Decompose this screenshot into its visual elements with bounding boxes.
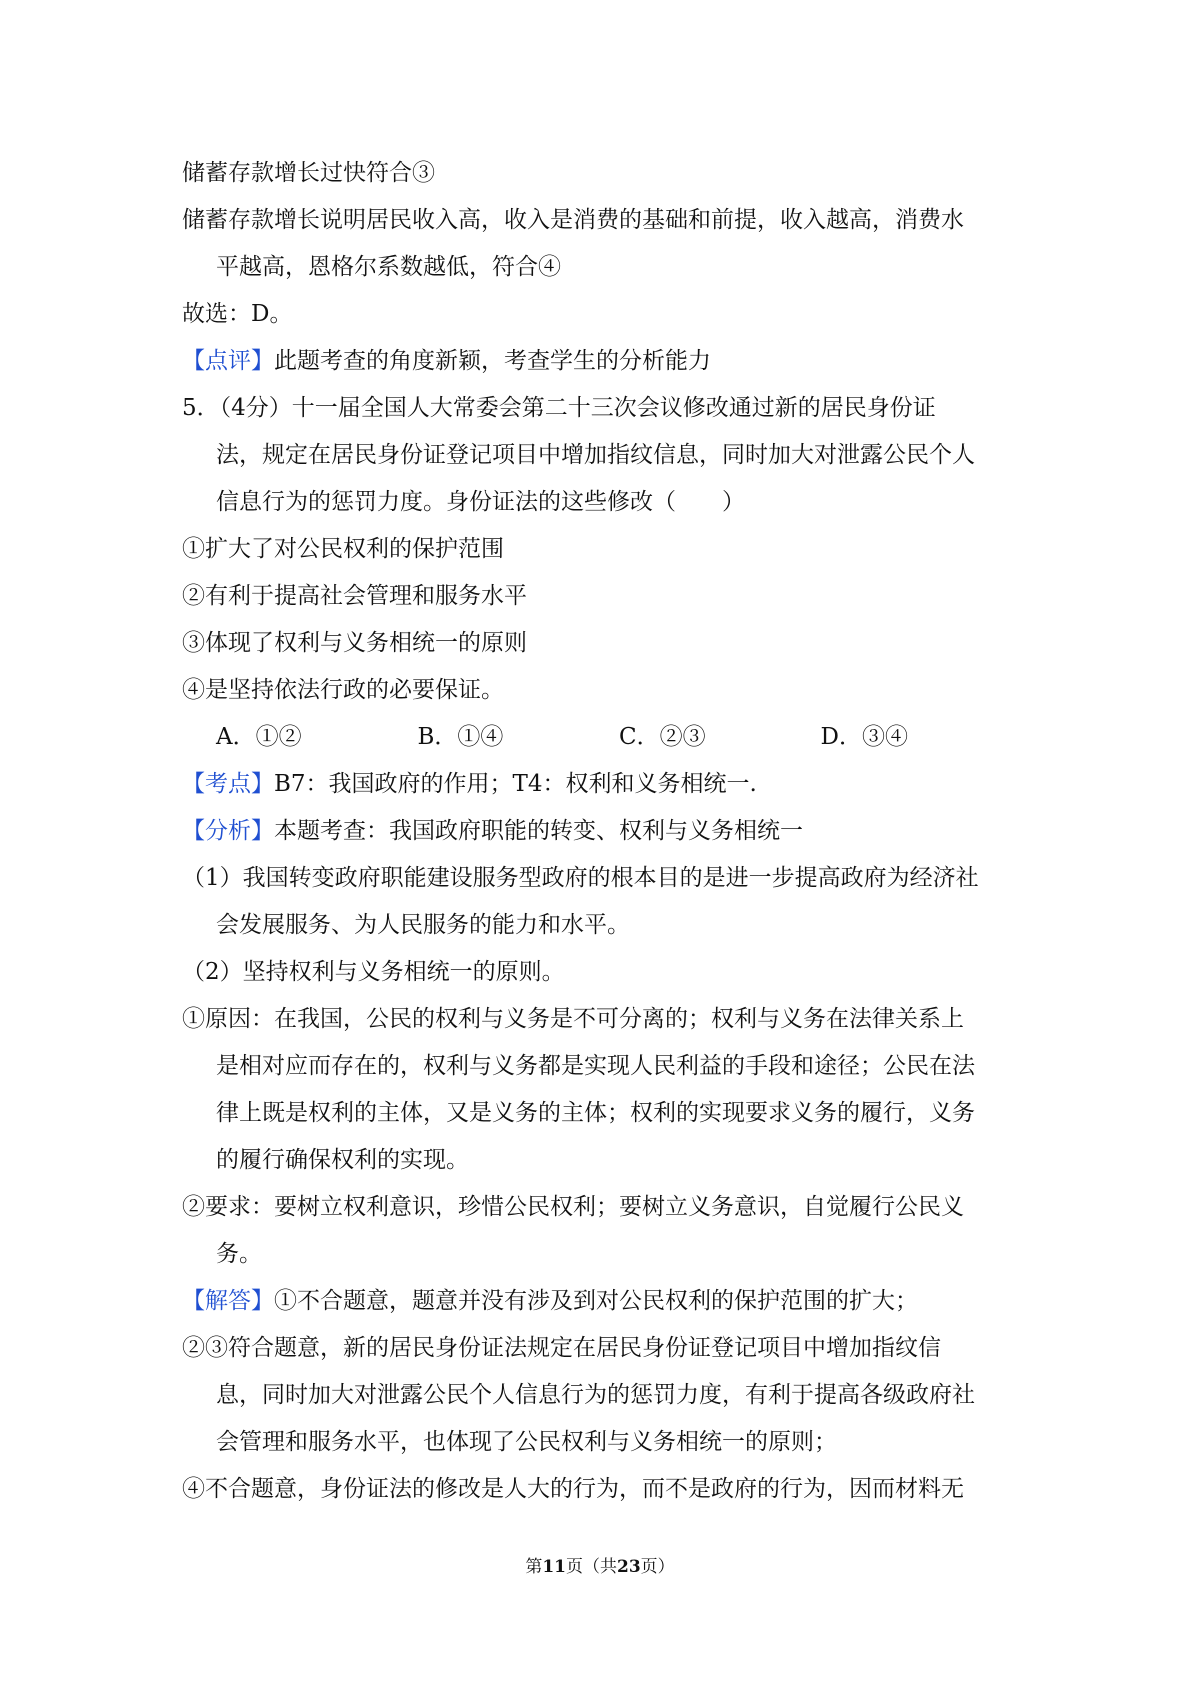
question-stem-line: 5．（4分）十一届全国人大常委会第二十三次会议修改通过新的居民身份证 xyxy=(182,395,936,421)
comment-text: 此题考查的角度新颖，考查学生的分析能力 xyxy=(274,348,711,374)
kaodian-text: B7：我国政府的作用；T4：权利和义务相统一. xyxy=(274,771,757,797)
jieda-line: ④不合题意，身份证法的修改是人大的行为，而不是政府的行为，因而材料无 xyxy=(182,1476,964,1502)
question-statement: ④是坚持依法行政的必要保证。 xyxy=(182,677,504,703)
option-c: C．②③ xyxy=(619,724,706,750)
question-stem-line: 信息行为的惩罚力度。身份证法的这些修改（ ） xyxy=(216,489,745,515)
kaodian-section xyxy=(182,761,1022,808)
jieda-line: 会管理和服务水平，也体现了公民权利与义务相统一的原则； xyxy=(216,1429,837,1455)
footer-page-number: 11 xyxy=(542,1557,566,1577)
answer-line: 平越高，恩格尔系数越低，符合④ xyxy=(216,254,561,280)
fenxi-section xyxy=(182,808,1022,855)
fenxi-line: 务。 xyxy=(216,1241,262,1267)
question-statement: ③体现了权利与义务相统一的原则 xyxy=(182,630,527,656)
jieda-text: ①不合题意，题意并没有涉及到对公民权利的保护范围的扩大； xyxy=(274,1288,918,1314)
page-footer xyxy=(0,1552,1200,1577)
answer-line: 储蓄存款增长说明居民收入高，收入是消费的基础和前提，收入越高，消费水 xyxy=(182,207,964,233)
option-a: A．①② xyxy=(216,724,302,750)
answer-line: 故选：D。 xyxy=(182,301,293,327)
comment-section xyxy=(182,338,1022,385)
fenxi-line: 会发展服务、为人民服务的能力和水平。 xyxy=(216,912,630,938)
option-d: D．③④ xyxy=(820,724,908,750)
fenxi-line: ②要求：要树立权利意识，珍惜公民权利；要树立义务意识，自觉履行公民义 xyxy=(182,1194,964,1220)
answer-options xyxy=(182,714,1022,761)
fenxi-line: （1）我国转变政府职能建设服务型政府的根本目的是进一步提高政府为经济社 xyxy=(182,865,979,891)
footer-suffix: 页） xyxy=(640,1557,675,1577)
comment-tag: 【点评】 xyxy=(182,348,274,374)
footer-total-pages: 23 xyxy=(617,1557,641,1577)
jieda-section xyxy=(182,1278,1022,1325)
option-b: B．①④ xyxy=(417,724,504,750)
fenxi-line: 是相对应而存在的，权利与义务都是实现人民利益的手段和途径；公民在法 xyxy=(216,1053,975,1079)
footer-middle: 页（共 xyxy=(566,1557,617,1577)
fenxi-line: （2）坚持权利与义务相统一的原则。 xyxy=(182,959,565,985)
fenxi-tag: 【分析】 xyxy=(182,818,274,844)
jieda-tag: 【解答】 xyxy=(182,1288,274,1314)
kaodian-tag: 【考点】 xyxy=(182,771,274,797)
fenxi-line: 的履行确保权利的实现。 xyxy=(216,1147,469,1173)
fenxi-line: ①原因：在我国，公民的权利与义务是不可分离的；权利与义务在法律关系上 xyxy=(182,1006,964,1032)
question-stem-line: 法，规定在居民身份证登记项目中增加指纹信息，同时加大对泄露公民个人 xyxy=(216,442,975,468)
question-statement: ②有利于提高社会管理和服务水平 xyxy=(182,583,527,609)
document-body xyxy=(182,150,1022,1513)
jieda-line: ②③符合题意，新的居民身份证法规定在居民身份证登记项目中增加指纹信 xyxy=(182,1335,941,1361)
fenxi-text: 本题考查：我国政府职能的转变、权利与义务相统一 xyxy=(274,818,803,844)
footer-prefix: 第 xyxy=(525,1557,543,1577)
jieda-line: 息，同时加大对泄露公民个人信息行为的惩罚力度，有利于提高各级政府社 xyxy=(216,1382,975,1408)
question-statement: ①扩大了对公民权利的保护范围 xyxy=(182,536,504,562)
answer-line: 储蓄存款增长过快符合③ xyxy=(182,160,435,186)
fenxi-line: 律上既是权利的主体，又是义务的主体；权利的实现要求义务的履行，义务 xyxy=(216,1100,975,1126)
